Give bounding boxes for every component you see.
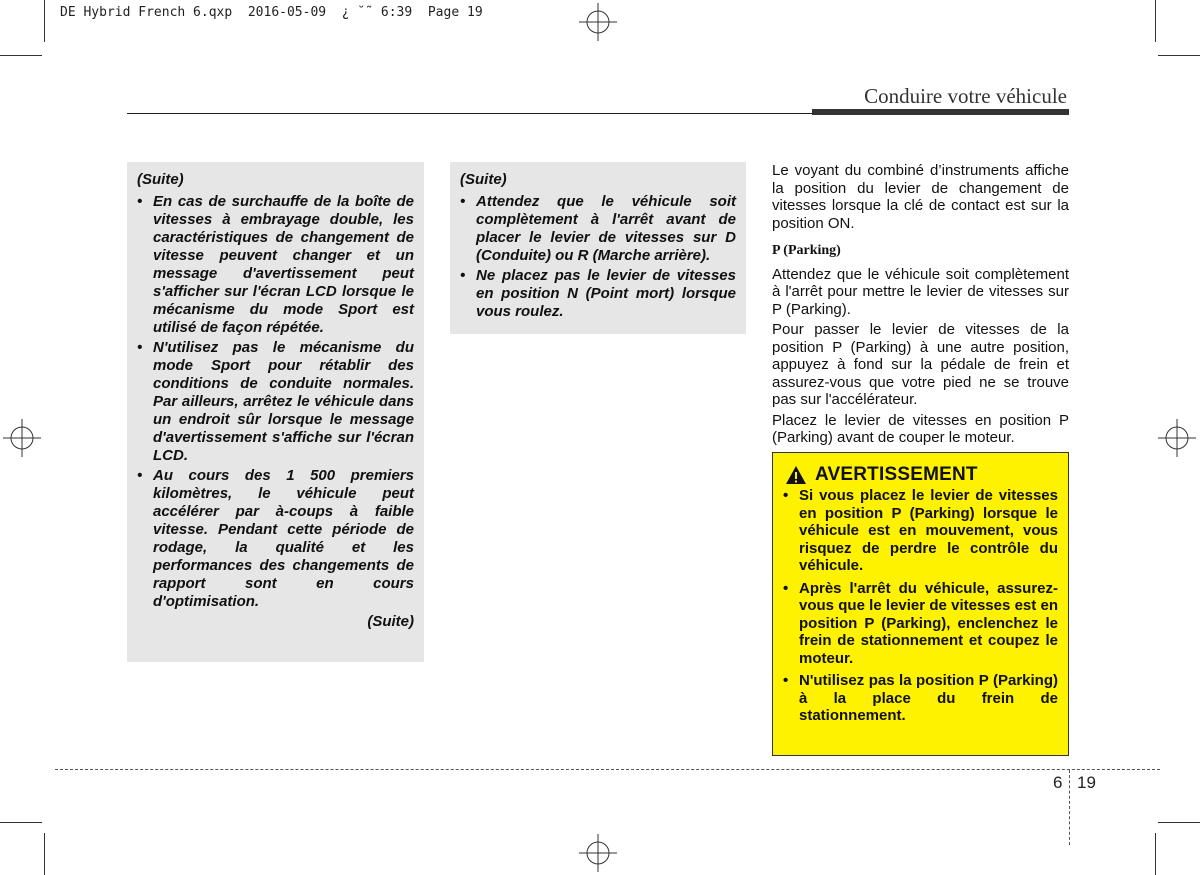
crop-mark [0, 822, 42, 823]
continued-note-box [127, 162, 424, 662]
crop-mark [0, 55, 42, 56]
list-item: • Si vous placez le levier de vitesses en position P (Parking) lorsque le véhicule est en mouvement, vous risquez de perdre le contrôle du véhicule. [783, 487, 1058, 575]
chapter-number: 6 [1053, 773, 1063, 792]
paragraph: Pour passer le levier de vitesses de la position P (Parking) à une autre position, appuyez à fond sur la pédale de frein et assurez-vous que votre pied ne se trouve pas sur l'accélérateur. [772, 321, 1069, 408]
footer-divider [1069, 770, 1070, 845]
crop-mark [1158, 55, 1200, 56]
continued-note-box [450, 162, 746, 334]
bullet-list [460, 193, 736, 321]
list-item: • Attendez que le véhicule soit complètement à l'arrêt avant de placer le levier de vitesses sur D (Conduite) ou R (Marche arrière). [460, 193, 736, 265]
registration-mark-icon [579, 3, 617, 41]
header-rule [127, 113, 812, 114]
list-item: • Au cours des 1 500 premiers kilomètres, le véhicule peut accélérer par à-coups à faible vitesse. Pendant cette période de rodage, la qualité et les performances des changements de rapport sont en cours d'optimisation. [137, 467, 414, 611]
registration-mark-icon [579, 834, 617, 872]
warning-title: AVERTISSEMENT [815, 464, 978, 486]
paragraph: Placez le levier de vitesses en position P (Parking) avant de couper le moteur. [772, 411, 1069, 446]
bullet-list [773, 485, 1068, 725]
crop-mark [1155, 833, 1156, 875]
print-slug: DE Hybrid French 6.qxp 2016-05-09 ¿ ˘˜ 6:39 Page 19 [60, 5, 483, 20]
registration-mark-icon [3, 419, 41, 457]
continued-label: (Suite) [460, 171, 507, 188]
registration-mark-icon [1158, 419, 1196, 457]
header-rule-accent [812, 109, 1069, 115]
crop-mark [1155, 0, 1156, 42]
continued-label: (Suite) [137, 171, 184, 188]
list-item: • Après l'arrêt du véhicule, assurez-vous que le levier de vitesses est en position P (Parking), enclenchez le frein de stationnement et coupez le moteur. [783, 580, 1058, 668]
crop-mark [44, 0, 45, 42]
list-item: • Ne placez pas le levier de vitesses en position N (Point mort) lorsque vous roulez. [460, 267, 736, 321]
list-item: • N'utilisez pas la position P (Parking) à la place du frein de stationnement. [783, 672, 1058, 725]
warning-triangle-icon [785, 465, 807, 485]
crop-mark [1158, 822, 1200, 823]
bullet-list [137, 193, 414, 611]
list-item: • N'utilisez pas le mécanisme du mode Sport pour rétablir des conditions de conduite normales. Par ailleurs, arrêtez le véhicule dans un endroit sûr lorsque le message d'avertissement s'affiche sur l'écran LCD. [137, 339, 414, 465]
paragraph: Le voyant du combiné d’instruments affiche la position du levier de changement de vitesses lorsque la clé de contact est sur la position ON. [772, 162, 1069, 232]
continued-label: (Suite) [367, 613, 414, 630]
body-column [772, 162, 1069, 450]
section-title: Conduire votre véhicule [864, 84, 1067, 108]
warning-box [772, 452, 1069, 756]
paragraph: Attendez que le véhicule soit complètement à l'arrêt pour mettre le levier de vitesses sur P (Parking). [772, 265, 1069, 318]
page-number: 19 [1077, 773, 1096, 792]
footer-rule [55, 769, 1160, 770]
subheading: P (Parking) [772, 243, 841, 258]
crop-mark [44, 833, 45, 875]
warning-header [773, 453, 1068, 485]
list-item: • En cas de surchauffe de la boîte de vitesses à embrayage double, les caractéristiques de changement de vitesse peuvent changer et un message d'avertissement peut s'afficher sur l'écran LCD lorsque le mécanisme du mode Sport est utilisé de façon répétée. [137, 193, 414, 337]
